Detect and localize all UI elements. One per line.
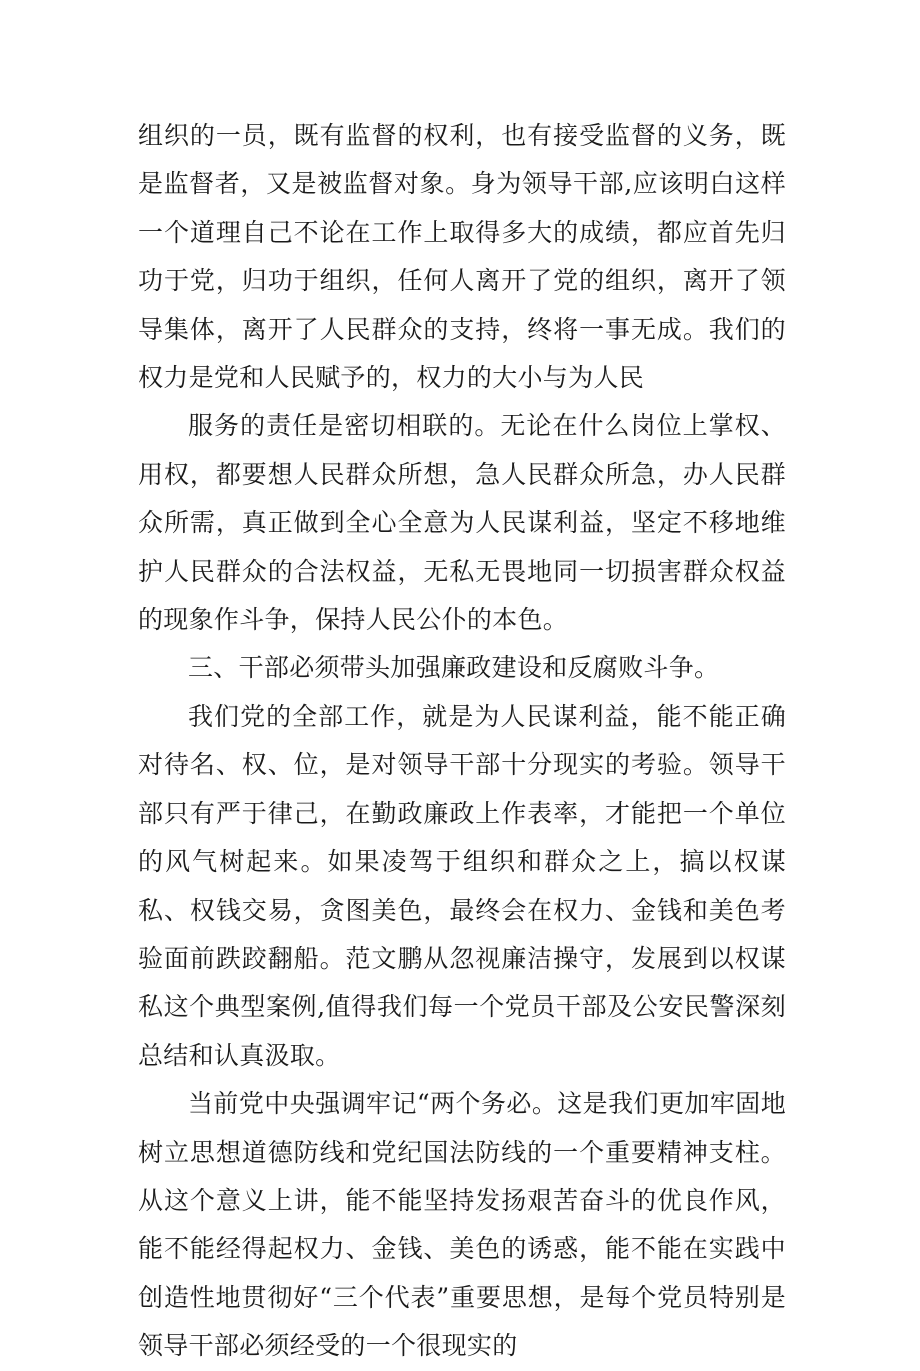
paragraph-1: 组织的一员，既有监督的权利，也有接受监督的义务，既是监督者，又是被监督对象。身为领导干部,应该明白这样一个道理自己不论在工作上取得多大的成绩，都应首先归功于党，归功于组织，任何人离开了党的组织，离开了领导集体，离开了人民群众的支持，终将一事无成。我们的权力是党和人民赋予的，权力的大小与为人民 xyxy=(138,121,786,393)
paragraph-5: 当前党中央强调牢记“两个务必。这是我们更加牢固地树立思想道德防线和党纪国法防线的一个重要精神支柱。从这个意义上讲，能不能坚持发扬艰苦奋斗的优良作风，能不能经得起权力、金钱、美色的诱惑，能不能在实践中创造性地贯彻好“三个代表”重要思想，是每个党员特别是领导干部必须经受的一个很现实的 xyxy=(138,1089,786,1361)
paragraph-2: 服务的责任是密切相联的。无论在什么岗位上掌权、用权，都要想人民群众所想，急人民群众所急，办人民群众所需，真正做到全心全意为人民谋利益，坚定不移地维护人民群众的合法权益，无私无畏地同一切损害群众权益的现象作斗争，保持人民公仆的本色。 xyxy=(138,411,786,635)
paragraph-4: 我们党的全部工作，就是为人民谋利益，能不能正确对待名、权、位，是对领导干部十分现实的考验。领导干部只有严于律己，在勤政廉政上作表率，才能把一个单位的风气树起来。如果凌驾于组织和群众之上，搞以权谋私、权钱交易，贪图美色，最终会在权力、金钱和美色考验面前跌跤翻船。范文鹏从忽视廉洁操守，发展到以权谋私这个典型案例,值得我们每一个党员干部及公安民警深刻总结和认真汲取。 xyxy=(138,701,786,1070)
document-body xyxy=(138,112,786,1371)
section-heading-3: 三、干部必须带头加强廉政建设和反腐败斗争。 xyxy=(188,653,720,683)
